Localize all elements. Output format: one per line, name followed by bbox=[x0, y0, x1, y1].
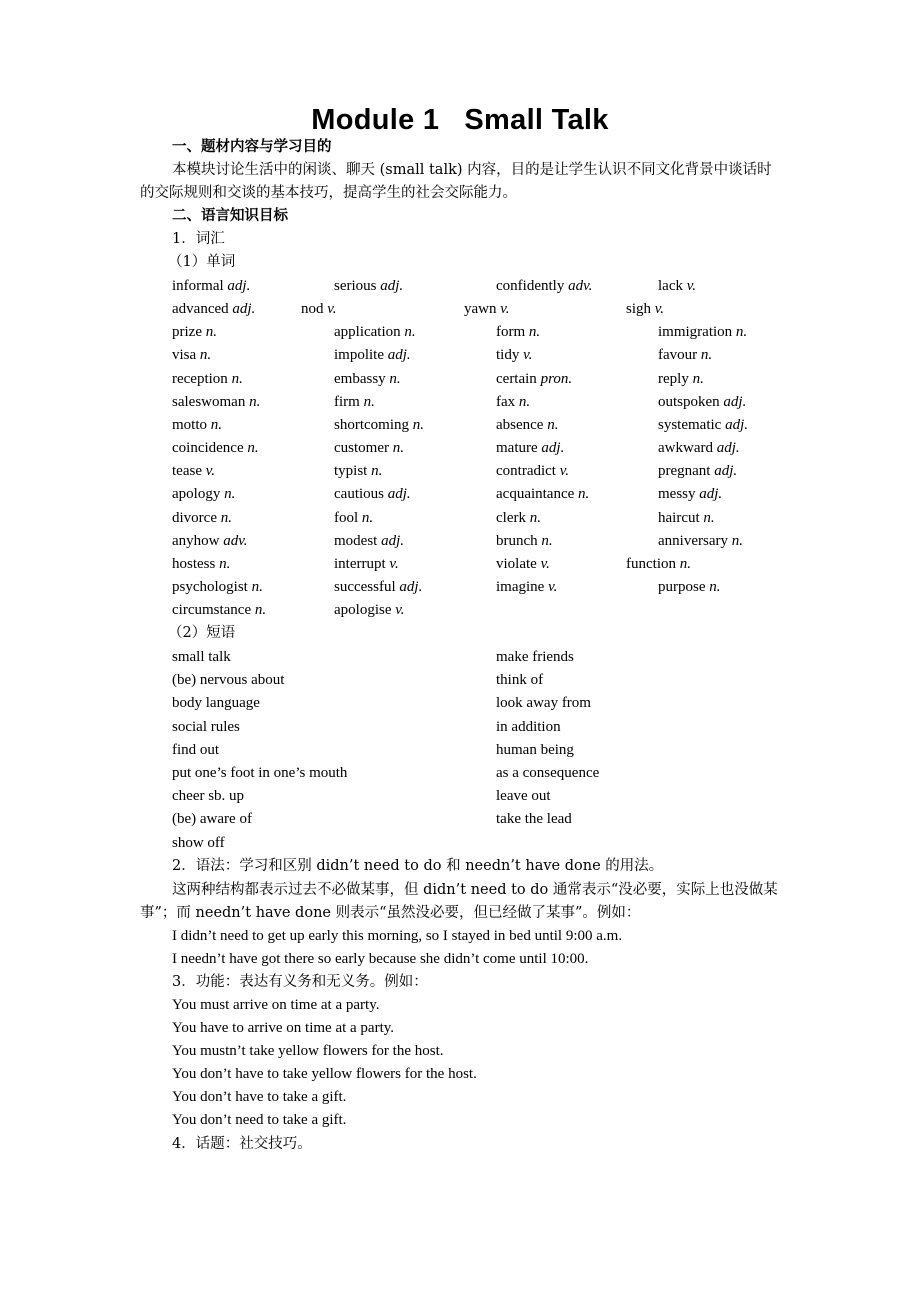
phrase-item: think of bbox=[496, 672, 544, 688]
vocab-word bbox=[172, 554, 230, 574]
vocab-word bbox=[334, 531, 404, 551]
part-of-speech: n. bbox=[251, 579, 263, 595]
phrase-item: cheer sb. up bbox=[172, 788, 245, 804]
part-of-speech: adj. bbox=[227, 278, 251, 294]
vocab-word bbox=[496, 484, 589, 504]
vocab-word bbox=[496, 508, 541, 528]
part-of-speech: n. bbox=[220, 510, 232, 526]
vocab-word bbox=[334, 461, 382, 481]
function-example-6: You don’t need to take a gift. bbox=[172, 1112, 347, 1128]
vocab-word bbox=[658, 484, 722, 504]
vocab-word bbox=[496, 461, 569, 481]
part-of-speech: n. bbox=[731, 533, 743, 549]
vocab-word bbox=[496, 415, 558, 435]
vocab-word-text: awkward bbox=[658, 440, 713, 456]
vocab-word bbox=[334, 600, 405, 620]
vocab-word bbox=[334, 554, 399, 574]
vocab-word-text: form bbox=[496, 324, 526, 340]
vocab-word-text: visa bbox=[172, 347, 197, 363]
section-heading-2: 二、语言知识目标 bbox=[172, 208, 288, 224]
phrase-item: leave out bbox=[496, 788, 551, 804]
vocab-word-text: fool bbox=[334, 510, 359, 526]
part-of-speech: n. bbox=[363, 394, 375, 410]
part-of-speech: v. bbox=[523, 347, 533, 363]
part-of-speech: adj. bbox=[232, 301, 256, 317]
phrase-item: look away from bbox=[496, 695, 591, 711]
vocab-word-text: clerk bbox=[496, 510, 526, 526]
vocab-word-text: reply bbox=[658, 371, 689, 387]
vocab-word-text: certain bbox=[496, 371, 537, 387]
vocab-word bbox=[334, 392, 375, 412]
vocab-word bbox=[658, 438, 740, 458]
vocab-word-text: pregnant bbox=[658, 463, 711, 479]
vocab-word-text: shortcoming bbox=[334, 417, 409, 433]
vocab-word bbox=[658, 322, 747, 342]
vocab-word bbox=[658, 392, 746, 412]
part-of-speech: adj. bbox=[716, 440, 740, 456]
vocab-word bbox=[172, 299, 255, 319]
function-example-1: You must arrive on time at a party. bbox=[172, 997, 380, 1013]
part-of-speech: n. bbox=[254, 602, 267, 618]
grammar-example-1: I didn’t need to get up early this morning, so I stayed in bed until 9:00 a.m. bbox=[172, 928, 623, 944]
part-of-speech: v. bbox=[559, 463, 570, 479]
part-of-speech: n. bbox=[249, 394, 261, 410]
vocab-word-text: anniversary bbox=[658, 533, 728, 549]
phrase-item: as a consequence bbox=[496, 765, 600, 781]
part-of-speech: n. bbox=[541, 533, 553, 549]
vocab-word bbox=[496, 369, 572, 389]
vocab-word-text: absence bbox=[496, 417, 544, 433]
vocab-word-text: apology bbox=[172, 486, 221, 502]
part-of-speech: n. bbox=[404, 324, 416, 340]
vocab-word-text: reception bbox=[172, 371, 228, 387]
vocab-word-text: coincidence bbox=[172, 440, 244, 456]
phrase-item: small talk bbox=[172, 649, 231, 665]
function-example-3: You mustn’t take yellow flowers for the host. bbox=[172, 1043, 444, 1059]
vocab-word-text: advanced bbox=[172, 301, 229, 317]
vocab-word-text: haircut bbox=[658, 510, 700, 526]
phrase-item: body language bbox=[172, 695, 260, 711]
vocab-word-text: circumstance bbox=[172, 602, 252, 618]
vocab-word-text: yawn bbox=[464, 301, 497, 317]
vocab-word-text: tidy bbox=[496, 347, 520, 363]
vocab-word-text: nod bbox=[301, 301, 324, 317]
page-title: Module 1 Small Talk bbox=[311, 104, 609, 136]
phrase-item: (be) nervous about bbox=[172, 672, 285, 688]
vocab-word-text: systematic bbox=[658, 417, 722, 433]
part-of-speech: n. bbox=[679, 556, 691, 572]
vocab-word bbox=[172, 438, 259, 458]
vocab-word-text: embassy bbox=[334, 371, 386, 387]
vocab-word bbox=[496, 577, 557, 597]
vocab-word bbox=[658, 369, 704, 389]
vocab-word-text: brunch bbox=[496, 533, 538, 549]
vocab-word-text: favour bbox=[658, 347, 698, 363]
part-of-speech: v. bbox=[205, 463, 216, 479]
vocab-word-text: divorce bbox=[172, 510, 217, 526]
vocab-word bbox=[172, 415, 222, 435]
vocab-word-text: serious bbox=[334, 278, 377, 294]
vocab-word bbox=[496, 322, 540, 342]
part-of-speech: adj. bbox=[723, 394, 747, 410]
vocab-word bbox=[334, 508, 373, 528]
phrase-item: put one’s foot in one’s mouth bbox=[172, 765, 348, 781]
part-of-speech: adj. bbox=[387, 486, 411, 502]
vocab-word bbox=[496, 554, 550, 574]
part-of-speech: n. bbox=[709, 579, 721, 595]
vocab-word bbox=[172, 322, 217, 342]
vocab-word bbox=[172, 484, 235, 504]
phrase-item: human being bbox=[496, 742, 574, 758]
part-of-speech: adj. bbox=[699, 486, 723, 502]
part-of-speech: pron. bbox=[540, 371, 573, 387]
part-of-speech: v. bbox=[389, 556, 399, 572]
part-of-speech: n. bbox=[247, 440, 259, 456]
vocab-word-text: hostess bbox=[172, 556, 216, 572]
vocab-word bbox=[172, 345, 211, 365]
function-example-2: You have to arrive on time at a party. bbox=[172, 1020, 395, 1036]
part-of-speech: n. bbox=[547, 417, 559, 433]
part-of-speech: adj. bbox=[380, 278, 404, 294]
part-of-speech: adj. bbox=[381, 533, 405, 549]
vocab-word bbox=[626, 554, 691, 574]
part-of-speech: adj. bbox=[714, 463, 738, 479]
part-of-speech: v. bbox=[548, 579, 558, 595]
vocab-word-text: immigration bbox=[658, 324, 733, 340]
vocab-word-text: sigh bbox=[626, 301, 652, 317]
part-of-speech: n. bbox=[219, 556, 231, 572]
vocab-word-text: lack bbox=[658, 278, 683, 294]
vocab-word bbox=[496, 345, 532, 365]
grammar-heading: 2．语法：学习和区别 didn’t need to do 和 needn’t have done 的用法。 bbox=[172, 858, 664, 874]
vocab-word bbox=[172, 369, 243, 389]
vocab-word-text: messy bbox=[658, 486, 696, 502]
vocab-word bbox=[334, 322, 416, 342]
function-example-5: You don’t have to take a gift. bbox=[172, 1089, 347, 1105]
vocab-word bbox=[496, 276, 592, 296]
vocab-word-text: mature bbox=[496, 440, 538, 456]
part-of-speech: n. bbox=[371, 463, 383, 479]
vocab-word bbox=[172, 600, 266, 620]
vocab-word-text: apologise bbox=[334, 602, 392, 618]
part-of-speech: adj. bbox=[541, 440, 565, 456]
vocab-word-text: customer bbox=[334, 440, 389, 456]
part-of-speech: v. bbox=[540, 556, 550, 572]
vocab-word-text: psychologist bbox=[172, 579, 248, 595]
phrase-item: social rules bbox=[172, 719, 240, 735]
part-of-speech: v. bbox=[327, 301, 337, 317]
vocab-word bbox=[658, 508, 715, 528]
part-of-speech: n. bbox=[703, 510, 715, 526]
part-of-speech: n. bbox=[205, 324, 217, 340]
part-of-speech: n. bbox=[392, 440, 404, 456]
part-of-speech: v. bbox=[500, 301, 510, 317]
vocab-word bbox=[334, 577, 422, 597]
phrase-item: in addition bbox=[496, 719, 561, 735]
vocab-word-text: motto bbox=[172, 417, 208, 433]
vocab-word bbox=[172, 392, 260, 412]
part-of-speech: n. bbox=[224, 486, 236, 502]
part-of-speech: n. bbox=[210, 417, 223, 433]
vocab-word-text: confidently bbox=[496, 278, 565, 294]
vocab-word-text: application bbox=[334, 324, 401, 340]
part-of-speech: n. bbox=[231, 371, 243, 387]
section-1-paragraph: 本模块讨论生活中的闲谈、聊天 (small talk) 内容，目的是让学生认识不同文化背景中谈话时的交际规则和交谈的基本技巧，提高学生的社会交际能力。 bbox=[140, 162, 772, 201]
vocab-word bbox=[658, 531, 743, 551]
vocab-word-text: impolite bbox=[334, 347, 384, 363]
vocab-word bbox=[172, 461, 215, 481]
part-of-speech: v. bbox=[395, 602, 405, 618]
part-of-speech: adj. bbox=[725, 417, 748, 433]
part-of-speech: n. bbox=[692, 371, 704, 387]
part-of-speech: adv. bbox=[568, 278, 593, 294]
vocab-word-text: tease bbox=[172, 463, 202, 479]
vocab-word bbox=[334, 415, 424, 435]
vocab-word bbox=[658, 276, 696, 296]
vocab-word-text: modest bbox=[334, 533, 378, 549]
vocab-word-text: firm bbox=[334, 394, 360, 410]
vocab-word-text: function bbox=[626, 556, 676, 572]
vocab-word bbox=[496, 392, 530, 412]
topic-heading: 4．话题：社交技巧。 bbox=[172, 1136, 312, 1152]
part-of-speech: n. bbox=[529, 510, 541, 526]
vocab-word bbox=[496, 438, 564, 458]
vocab-word-text: typist bbox=[334, 463, 368, 479]
vocab-word bbox=[496, 531, 553, 551]
vocab-word-text: prize bbox=[172, 324, 202, 340]
phrases-heading: （2）短语 bbox=[168, 625, 236, 641]
grammar-example-2: I needn’t have got there so early because she didn’t come until 10:00. bbox=[172, 951, 589, 967]
part-of-speech: n. bbox=[361, 510, 374, 526]
vocab-word bbox=[658, 461, 737, 481]
vocab-word-text: saleswoman bbox=[172, 394, 246, 410]
vocab-word-text: successful bbox=[334, 579, 396, 595]
vocab-word bbox=[658, 577, 721, 597]
part-of-speech: n. bbox=[199, 347, 212, 363]
part-of-speech: n. bbox=[735, 324, 748, 340]
vocab-word bbox=[658, 415, 748, 435]
phrase-item: (be) aware of bbox=[172, 811, 252, 827]
phrase-item: take the lead bbox=[496, 811, 572, 827]
vocab-word bbox=[626, 299, 664, 319]
vocab-word-text: interrupt bbox=[334, 556, 386, 572]
phrase-item: show off bbox=[172, 835, 225, 851]
part-of-speech: n. bbox=[389, 371, 401, 387]
part-of-speech: n. bbox=[528, 324, 541, 340]
vocab-word-text: fax bbox=[496, 394, 516, 410]
part-of-speech: v. bbox=[686, 278, 697, 294]
part-of-speech: v. bbox=[654, 301, 665, 317]
grammar-paragraph: 这两种结构都表示过去不必做某事，但 didn’t need to do 通常表示“没必要，实际上也没做某事”；而 needn’t have done 则表示“虽然没必要，但已经做了某事”。例如： bbox=[140, 882, 778, 921]
part-of-speech: adj. bbox=[387, 347, 411, 363]
part-of-speech: adv. bbox=[223, 533, 248, 549]
vocab-word-text: contradict bbox=[496, 463, 556, 479]
vocab-word-text: purpose bbox=[658, 579, 706, 595]
vocab-word bbox=[301, 299, 337, 319]
vocab-word-text: violate bbox=[496, 556, 537, 572]
function-example-4: You don’t have to take yellow flowers for the host. bbox=[172, 1066, 477, 1082]
vocab-word bbox=[334, 345, 411, 365]
function-heading: 3．功能：表达有义务和无义务。例如： bbox=[172, 974, 428, 990]
section-heading-1: 一、题材内容与学习目的 bbox=[172, 139, 332, 155]
part-of-speech: n. bbox=[700, 347, 713, 363]
vocab-word bbox=[334, 438, 404, 458]
vocab-word bbox=[172, 531, 248, 551]
vocab-word bbox=[658, 345, 712, 365]
vocab-word bbox=[172, 577, 263, 597]
part-of-speech: n. bbox=[578, 486, 590, 502]
vocab-word bbox=[334, 484, 411, 504]
phrase-item: find out bbox=[172, 742, 220, 758]
vocab-word bbox=[172, 276, 250, 296]
vocab-word-text: informal bbox=[172, 278, 224, 294]
vocab-word bbox=[334, 276, 403, 296]
words-heading: （1）单词 bbox=[168, 254, 236, 270]
vocab-word-text: cautious bbox=[334, 486, 384, 502]
part-of-speech: adj. bbox=[399, 579, 423, 595]
vocab-word-text: imagine bbox=[496, 579, 545, 595]
vocab-word-text: outspoken bbox=[658, 394, 720, 410]
vocab-word bbox=[172, 508, 232, 528]
vocab-word bbox=[334, 369, 401, 389]
part-of-speech: n. bbox=[412, 417, 424, 433]
vocab-word-text: anyhow bbox=[172, 533, 220, 549]
vocab-heading: 1．词汇 bbox=[172, 231, 225, 247]
vocab-word-text: acquaintance bbox=[496, 486, 575, 502]
part-of-speech: n. bbox=[518, 394, 531, 410]
phrase-item: make friends bbox=[496, 649, 574, 665]
vocab-word bbox=[464, 299, 510, 319]
